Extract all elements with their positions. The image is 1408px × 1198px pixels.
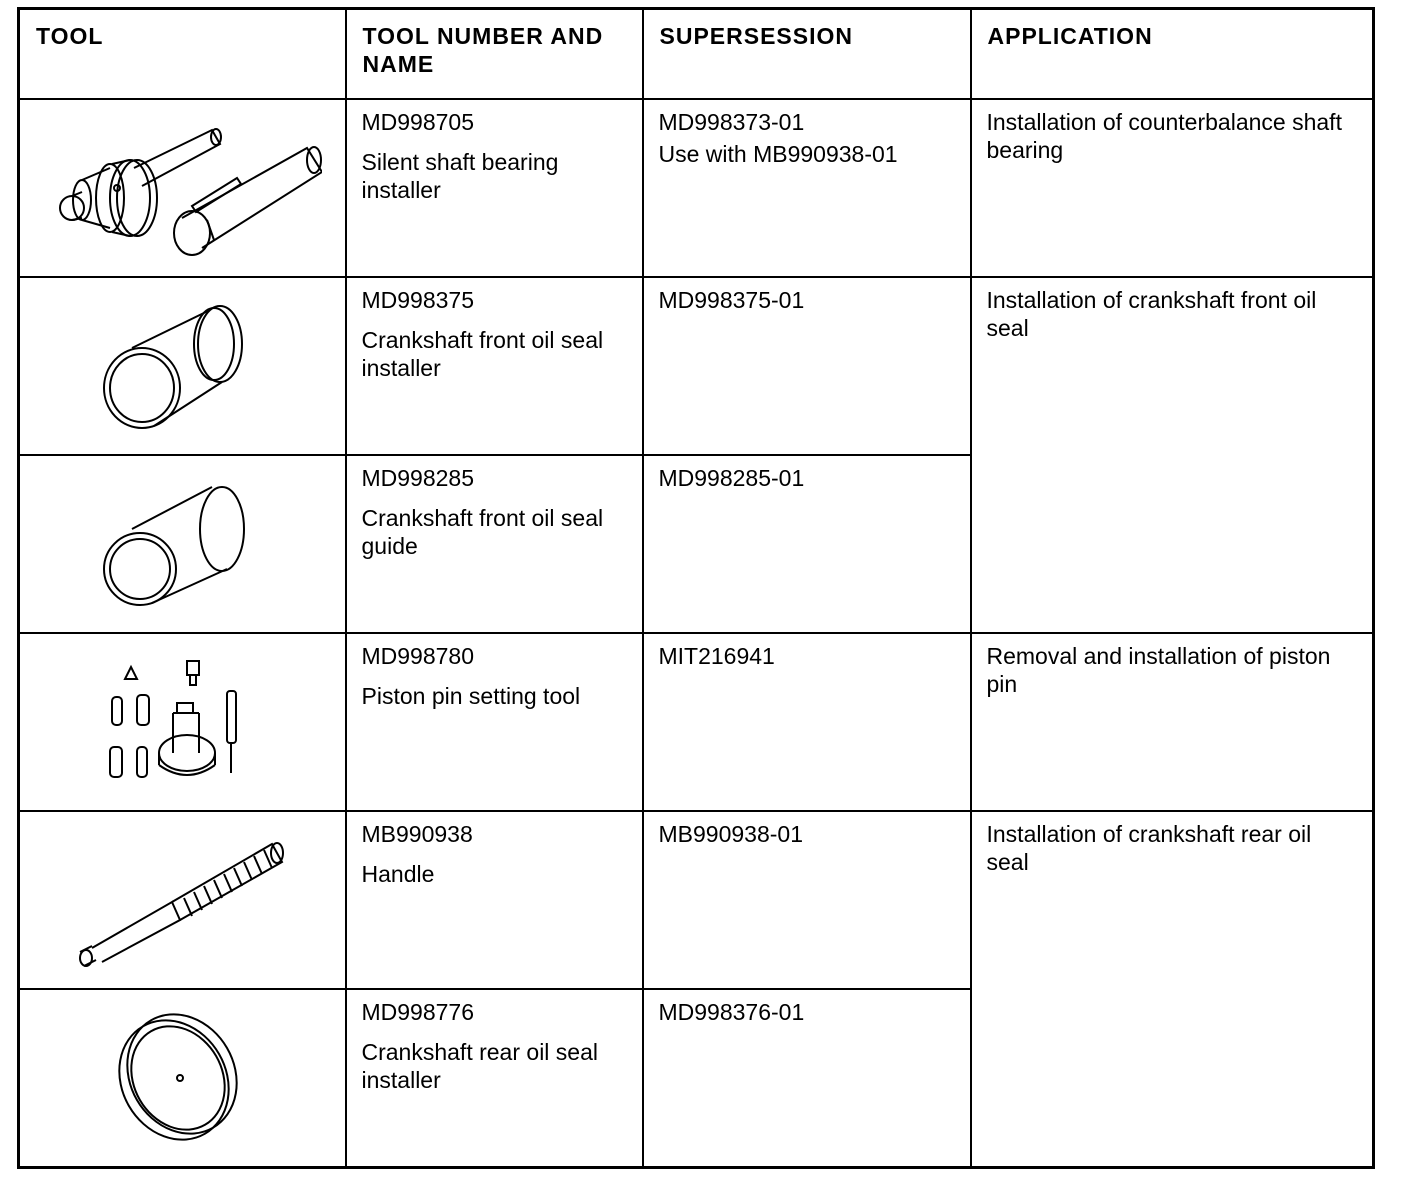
tool-number: MD998776 — [361, 999, 475, 1025]
application-cell — [971, 99, 1374, 277]
tool-image-cell — [19, 633, 346, 811]
tool-number: MD998375 — [361, 287, 475, 313]
supersession-cell — [643, 277, 971, 455]
tool-number-name-cell — [346, 99, 643, 277]
supersession-value: MD998375-01 — [658, 287, 805, 313]
supersession-value: MD998285-01 — [658, 465, 805, 491]
supersession-value: MD998373-01 — [658, 109, 805, 135]
tool-number-name-cell — [346, 989, 643, 1167]
application-text: Installation of crankshaft front oil seal — [986, 287, 1317, 341]
tool-number-name-cell — [346, 811, 643, 989]
supersession-note: Use with MB990938-01 — [658, 141, 898, 167]
table-row — [19, 633, 1374, 811]
tool-number: MB990938 — [361, 821, 473, 847]
header-application: APPLICATION — [971, 9, 1374, 100]
tool-image-cell — [19, 989, 346, 1167]
tool-name: Crankshaft front oil seal installer — [361, 327, 604, 381]
table-row — [19, 811, 1374, 989]
header-tool: TOOL — [19, 9, 346, 100]
table-row — [19, 99, 1374, 277]
header-row — [19, 9, 1374, 100]
handle-icon — [72, 830, 292, 970]
supersession-cell — [643, 989, 971, 1167]
tool-number: MD998705 — [361, 109, 475, 135]
application-cell — [971, 811, 1374, 1167]
tool-name: Piston pin setting tool — [361, 683, 581, 709]
application-cell — [971, 633, 1374, 811]
tool-number-name-cell — [346, 277, 643, 455]
piston-pin-tool-icon — [107, 657, 257, 787]
tool-image-cell — [19, 99, 346, 277]
supersession-cell — [643, 811, 971, 989]
rear-seal-installer-icon — [112, 1008, 252, 1148]
header-supersession: SUPERSESSION — [643, 9, 971, 100]
supersession-cell — [643, 455, 971, 633]
special-tools-table — [17, 7, 1375, 1169]
supersession-cell — [643, 633, 971, 811]
tool-number-name-cell — [346, 633, 643, 811]
tool-image-cell — [19, 455, 346, 633]
application-cell — [971, 277, 1374, 633]
tool-number: MD998780 — [361, 643, 475, 669]
tool-name: Handle — [361, 861, 435, 887]
supersession-value: MB990938-01 — [658, 821, 803, 847]
tool-image-cell — [19, 811, 346, 989]
application-text: Installation of counterbalance shaft bearing — [986, 109, 1342, 163]
tool-name: Crankshaft rear oil seal installer — [361, 1039, 598, 1093]
supersession-value: MD998376-01 — [658, 999, 805, 1025]
application-text: Removal and installation of piston pin — [986, 643, 1331, 697]
tool-image-cell — [19, 277, 346, 455]
supersession-cell — [643, 99, 971, 277]
supersession-value: MIT216941 — [658, 643, 775, 669]
header-tool-number-name: TOOL NUMBER AND NAME — [346, 9, 643, 100]
silent-shaft-bearing-installer-icon — [42, 108, 322, 268]
seal-guide-icon — [92, 479, 272, 609]
tool-name: Silent shaft bearing installer — [361, 149, 559, 203]
tool-name: Crankshaft front oil seal guide — [361, 505, 604, 559]
tool-number: MD998285 — [361, 465, 475, 491]
seal-installer-icon — [92, 296, 272, 436]
tool-number-name-cell — [346, 455, 643, 633]
application-text: Installation of crankshaft rear oil seal — [986, 821, 1312, 875]
table-row — [19, 277, 1374, 455]
